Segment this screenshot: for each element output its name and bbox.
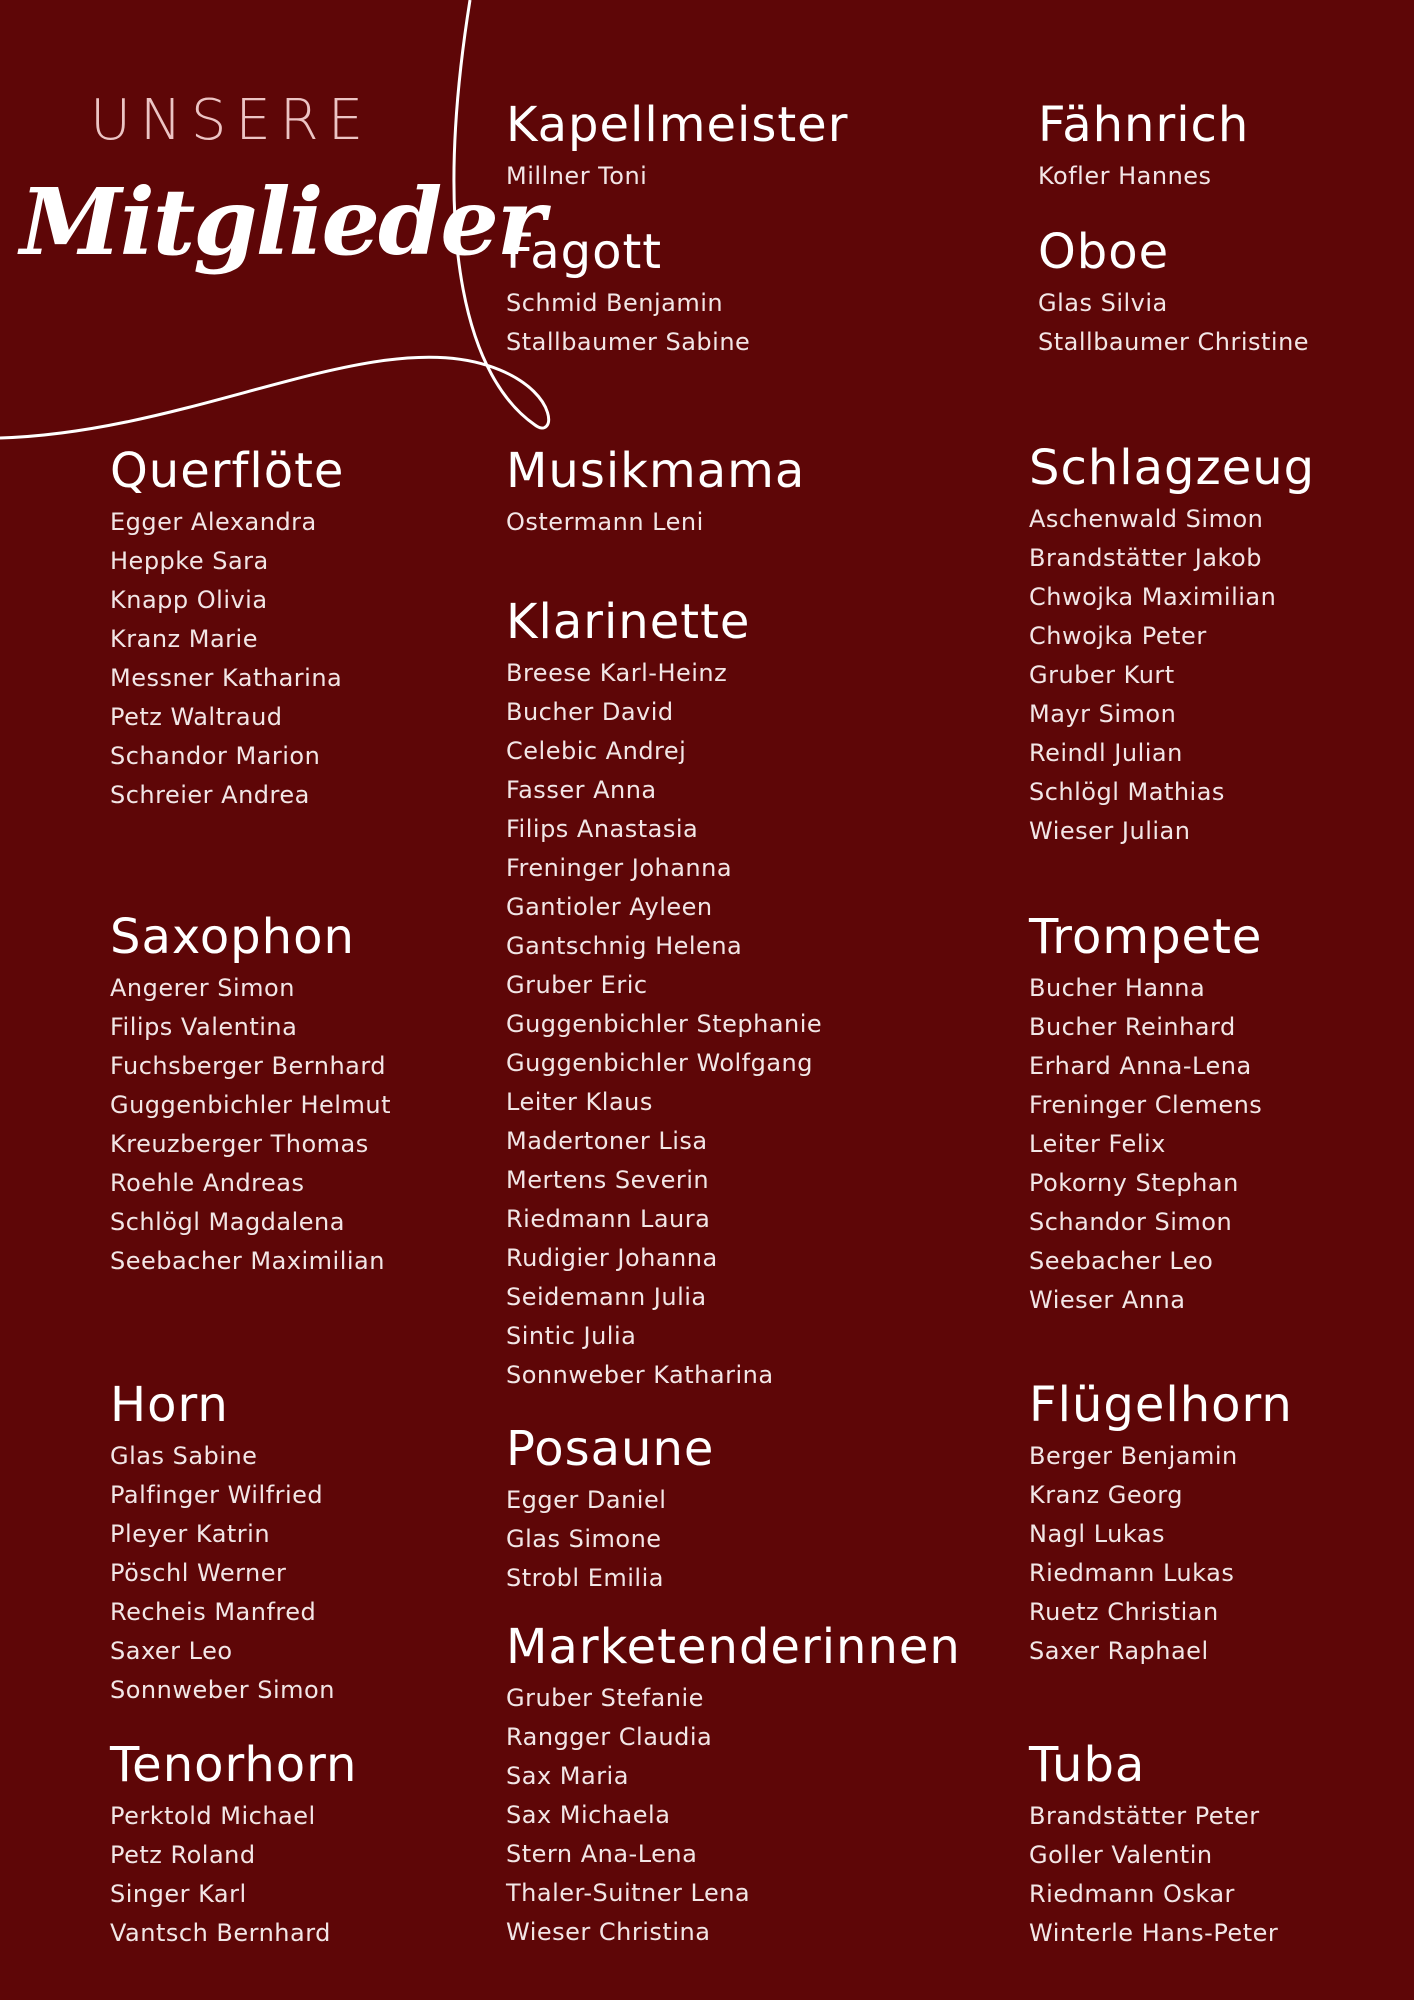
member-name: Wieser Anna [1029, 1286, 1186, 1314]
member-name: Breese Karl-Heinz [506, 659, 728, 687]
member-name: Schandor Simon [1029, 1208, 1233, 1236]
section-title: Fagott [506, 224, 663, 280]
member-name: Petz Roland [110, 1841, 256, 1869]
member-name: Reindl Julian [1029, 739, 1183, 767]
member-list [506, 1679, 961, 1952]
section-horn [110, 1377, 335, 1710]
member-name: Leiter Felix [1029, 1130, 1166, 1158]
section-fagott [506, 224, 750, 362]
section-fluegelhorn [1029, 1377, 1293, 1671]
member-name: Schandor Marion [110, 742, 321, 770]
member-name: Chwojka Peter [1029, 622, 1207, 650]
member-name: Fuchsberger Bernhard [110, 1052, 387, 1080]
member-name: Kreuzberger Thomas [110, 1130, 369, 1158]
member-name: Winterle Hans-Peter [1029, 1919, 1279, 1947]
member-name: Leiter Klaus [506, 1088, 653, 1116]
member-list [506, 654, 822, 1395]
member-name: Sintic Julia [506, 1322, 637, 1350]
member-name: Glas Simone [506, 1525, 662, 1553]
member-name: Brandstätter Peter [1029, 1802, 1260, 1830]
member-name: Wieser Christina [506, 1918, 711, 1946]
member-name: Gantioler Ayleen [506, 893, 713, 921]
member-name: Schlögl Mathias [1029, 778, 1225, 806]
section-tenorhorn [110, 1737, 357, 1953]
member-name: Perktold Michael [110, 1802, 316, 1830]
member-name: Angerer Simon [110, 974, 295, 1002]
section-kapellmeister [506, 97, 848, 196]
member-name: Schmid Benjamin [506, 289, 724, 317]
section-title: Tenorhorn [110, 1737, 358, 1793]
section-title: Trompete [1029, 909, 1263, 965]
member-list [1029, 969, 1262, 1320]
section-querfloete [110, 443, 344, 815]
member-list [506, 157, 848, 196]
member-name: Filips Anastasia [506, 815, 699, 843]
section-title: Horn [110, 1377, 229, 1433]
member-name: Guggenbichler Wolfgang [506, 1049, 814, 1077]
member-name: Brandstätter Jakob [1029, 544, 1262, 572]
section-faehnrich [1038, 97, 1249, 196]
member-name: Rangger Claudia [506, 1723, 713, 1751]
member-name: Kranz Georg [1029, 1481, 1183, 1509]
member-name: Knapp Olivia [110, 586, 268, 614]
section-tuba [1029, 1737, 1278, 1953]
member-name: Stallbaumer Sabine [506, 328, 751, 356]
member-name: Mayr Simon [1029, 700, 1177, 728]
member-name: Singer Karl [110, 1880, 247, 1908]
member-name: Sonnweber Simon [110, 1676, 335, 1704]
member-name: Filips Valentina [110, 1013, 298, 1041]
member-name: Kofler Hannes [1038, 162, 1212, 190]
member-name: Celebic Andrej [506, 737, 687, 765]
member-name: Ostermann Leni [506, 508, 704, 536]
member-name: Bucher Reinhard [1029, 1013, 1236, 1041]
member-name: Egger Daniel [506, 1486, 667, 1514]
member-name: Thaler-Suitner Lena [506, 1879, 751, 1907]
member-list [506, 1481, 714, 1598]
member-list [110, 1437, 335, 1710]
section-title: Oboe [1038, 224, 1170, 280]
section-title: Posaune [506, 1421, 715, 1477]
heading-mitglieder: Mitglieder [20, 168, 544, 276]
member-name: Gantschnig Helena [506, 932, 743, 960]
member-name: Bucher Hanna [1029, 974, 1206, 1002]
member-name: Millner Toni [506, 162, 648, 190]
member-list [1038, 284, 1309, 362]
heading-unsere: UNSERE [90, 88, 373, 153]
member-name: Freninger Clemens [1029, 1091, 1263, 1119]
member-list [110, 969, 391, 1281]
member-name: Schlögl Magdalena [110, 1208, 345, 1236]
member-name: Nagl Lukas [1029, 1520, 1166, 1548]
member-name: Wieser Julian [1029, 817, 1191, 845]
member-name: Schreier Andrea [110, 781, 310, 809]
section-marketenderinnen [506, 1619, 961, 1952]
section-title: Marketenderinnen [506, 1619, 961, 1675]
member-name: Palfinger Wilfried [110, 1481, 324, 1509]
member-name: Guggenbichler Stephanie [506, 1010, 823, 1038]
member-name: Berger Benjamin [1029, 1442, 1238, 1470]
section-title: Saxophon [110, 909, 355, 965]
member-name: Stern Ana-Lena [506, 1840, 698, 1868]
member-list [110, 1797, 357, 1953]
member-list [1029, 500, 1315, 851]
member-name: Glas Silvia [1038, 289, 1168, 317]
member-name: Kranz Marie [110, 625, 258, 653]
member-name: Fasser Anna [506, 776, 657, 804]
member-name: Pleyer Katrin [110, 1520, 271, 1548]
section-title: Kapellmeister [506, 97, 849, 153]
section-title: Tuba [1029, 1737, 1146, 1793]
member-name: Saxer Leo [110, 1637, 233, 1665]
section-oboe [1038, 224, 1309, 362]
member-name: Aschenwald Simon [1029, 505, 1264, 533]
member-name: Guggenbichler Helmut [110, 1091, 391, 1119]
member-name: Freninger Johanna [506, 854, 733, 882]
member-name: Riedmann Lukas [1029, 1559, 1235, 1587]
member-name: Petz Waltraud [110, 703, 283, 731]
member-list [506, 503, 805, 542]
member-name: Gruber Eric [506, 971, 648, 999]
section-title: Schlagzeug [1029, 440, 1316, 496]
member-name: Pöschl Werner [110, 1559, 287, 1587]
section-posaune [506, 1421, 714, 1598]
member-list [1038, 157, 1249, 196]
member-name: Riedmann Laura [506, 1205, 711, 1233]
member-name: Bucher David [506, 698, 674, 726]
member-name: Stallbaumer Christine [1038, 328, 1310, 356]
member-name: Sax Maria [506, 1762, 629, 1790]
member-name: Pokorny Stephan [1029, 1169, 1239, 1197]
member-name: Madertoner Lisa [506, 1127, 708, 1155]
member-name: Roehle Andreas [110, 1169, 305, 1197]
member-name: Riedmann Oskar [1029, 1880, 1235, 1908]
member-name: Glas Sabine [110, 1442, 258, 1470]
member-name: Sonnweber Katharina [506, 1361, 774, 1389]
member-name: Goller Valentin [1029, 1841, 1213, 1869]
section-title: Flügelhorn [1029, 1377, 1293, 1433]
member-name: Gruber Kurt [1029, 661, 1175, 689]
section-klarinette [506, 594, 822, 1395]
section-title: Querflöte [110, 443, 345, 499]
section-trompete [1029, 909, 1262, 1320]
member-name: Seebacher Leo [1029, 1247, 1214, 1275]
section-saxophon [110, 909, 391, 1281]
member-name: Vantsch Bernhard [110, 1919, 331, 1947]
member-list [1029, 1437, 1293, 1671]
member-name: Sax Michaela [506, 1801, 671, 1829]
member-name: Seidemann Julia [506, 1283, 707, 1311]
member-name: Saxer Raphael [1029, 1637, 1209, 1665]
section-schlagzeug [1029, 440, 1315, 851]
member-name: Ruetz Christian [1029, 1598, 1219, 1626]
member-name: Rudigier Johanna [506, 1244, 718, 1272]
section-title: Fähnrich [1038, 97, 1250, 153]
section-musikmama [506, 443, 805, 542]
member-name: Gruber Stefanie [506, 1684, 704, 1712]
member-name: Mertens Severin [506, 1166, 710, 1194]
member-name: Erhard Anna-Lena [1029, 1052, 1252, 1080]
member-name: Strobl Emilia [506, 1564, 664, 1592]
member-list [1029, 1797, 1278, 1953]
member-name: Egger Alexandra [110, 508, 317, 536]
member-name: Heppke Sara [110, 547, 269, 575]
member-name: Recheis Manfred [110, 1598, 317, 1626]
member-name: Messner Katharina [110, 664, 343, 692]
member-name: Chwojka Maximilian [1029, 583, 1277, 611]
section-title: Klarinette [506, 594, 751, 650]
member-list [506, 284, 750, 362]
section-title: Musikmama [506, 443, 806, 499]
member-name: Seebacher Maximilian [110, 1247, 385, 1275]
member-list [110, 503, 344, 815]
